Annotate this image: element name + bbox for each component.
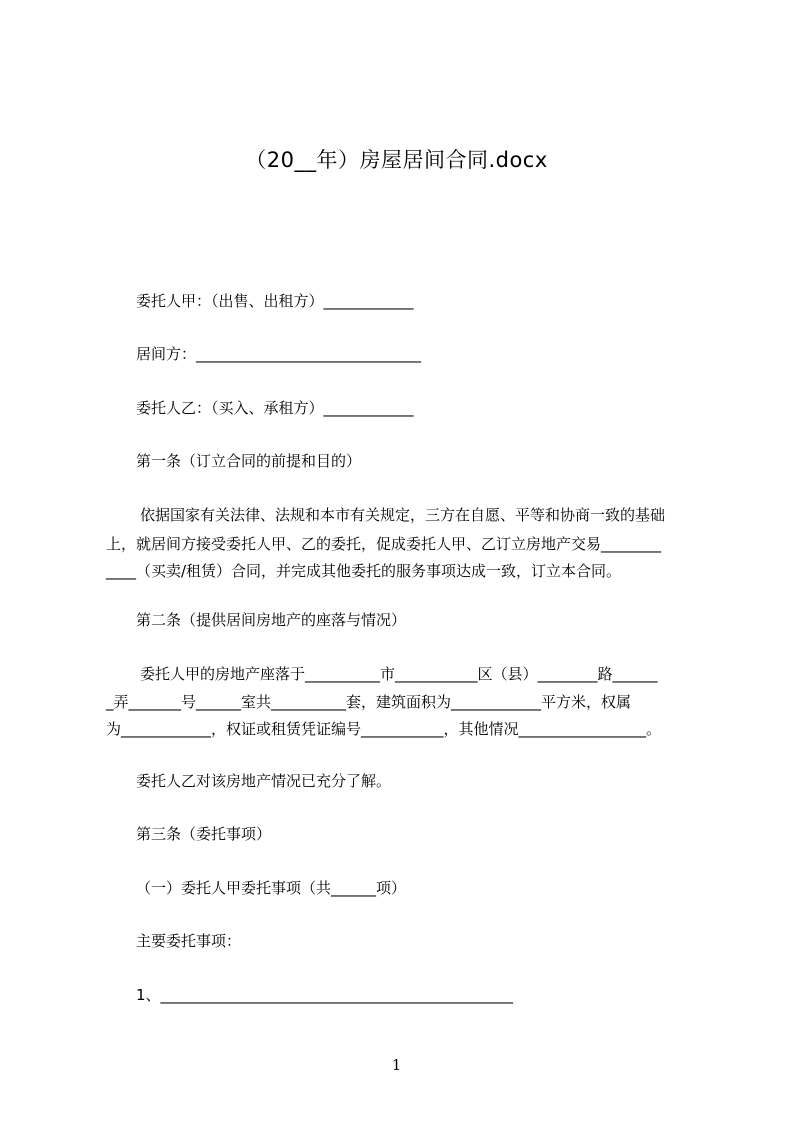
article2-heading: 第二条（提供居间房地产的座落与情况）	[136, 611, 407, 629]
article3-heading: 第三条（委托事项）	[136, 825, 272, 843]
item-1-line: 1、_______________________________________________	[136, 986, 514, 1004]
page-number: 1	[391, 1056, 402, 1074]
main-items-label: 主要委托事项：	[136, 932, 242, 950]
intermediary-line: 居间方：______________________________	[136, 345, 422, 363]
party-b-line: 委托人乙：（买入、承租方）____________	[136, 399, 414, 417]
article1-line-2: 上，就居间方接受委托人甲、乙的委托，促成委托人甲、乙订立房地产交易________	[106, 535, 662, 553]
article2-line-3: 为____________，权证或租赁凭证编号___________，其他情况_________________。	[106, 720, 662, 738]
article1-line-3: ____（买卖/租赁）合同，并完成其他委托的服务事项达成一致，订立本合同。	[106, 562, 622, 580]
party-a-line: 委托人甲：（出售、出租方）____________	[136, 292, 414, 310]
party-b-aware-line: 委托人乙对该房地产情况已充分了解。	[136, 772, 392, 790]
sub1-heading: （一）委托人甲委托事项（共______项）	[136, 879, 407, 897]
article1-line-1: 依据国家有关法律、法规和本市有关规定，三方在自愿、平等和协商一致的基础	[140, 506, 666, 524]
article1-heading: 第一条（订立合同的前提和目的）	[136, 452, 362, 470]
article2-line-2: _弄_______号______室共__________套，建筑面积为____________平方米，权属	[106, 693, 632, 711]
document-title: （20__年）房屋居间合同.docx	[245, 148, 548, 172]
article2-line-1: 委托人甲的房地产座落于__________市___________区（县）________路______	[140, 665, 658, 683]
